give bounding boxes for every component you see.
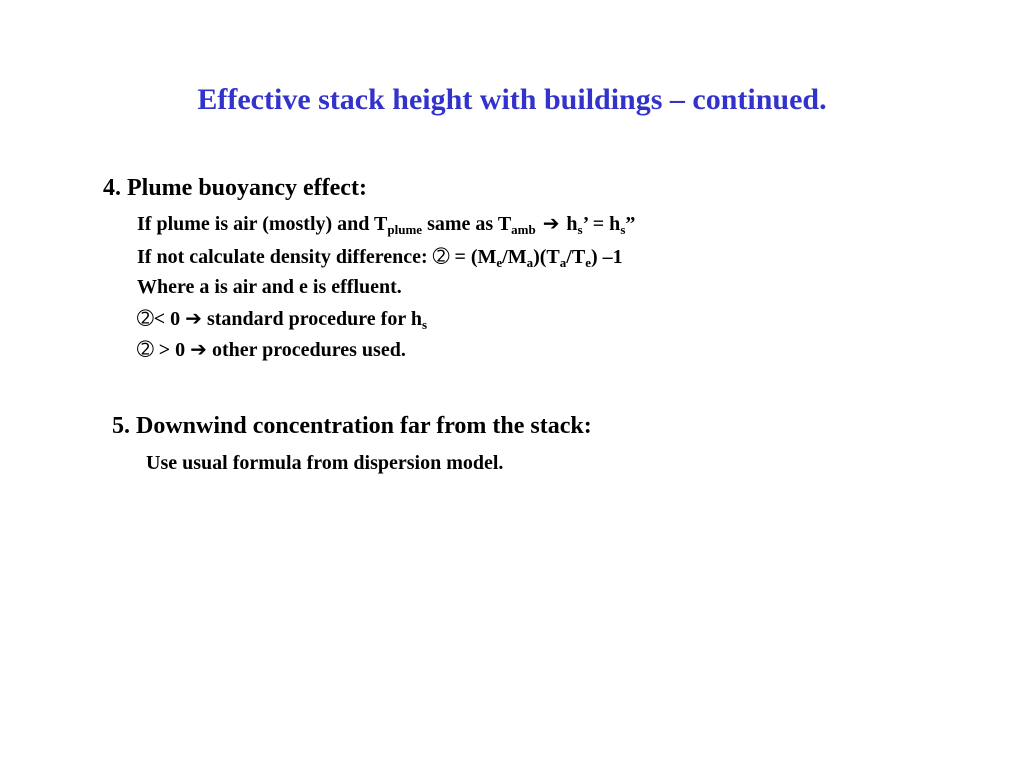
delta-symbol-icon: ➁ bbox=[432, 244, 450, 268]
subscript-e: e bbox=[585, 255, 591, 270]
text-segment: ) –1 bbox=[590, 246, 623, 268]
subscript-amb: amb bbox=[511, 222, 536, 237]
text-segment: If plume is air (mostly) and T bbox=[137, 213, 388, 235]
subscript-s: s bbox=[577, 222, 583, 237]
delta-symbol-icon: ➁ bbox=[137, 306, 154, 330]
text-segment: /T bbox=[566, 246, 586, 268]
section-4-line-4 bbox=[137, 305, 427, 332]
text-segment: same as T bbox=[422, 213, 512, 235]
subscript-e: e bbox=[496, 255, 503, 270]
text-segment: h bbox=[566, 213, 578, 235]
section-4-heading: 4. Plume buoyancy effect: bbox=[103, 175, 367, 201]
section-4-line-5 bbox=[137, 336, 406, 363]
subscript-s: s bbox=[421, 317, 428, 332]
text-segment: )(T bbox=[533, 246, 560, 268]
text-segment: standard procedure for h bbox=[201, 308, 422, 330]
text-segment: > 0 bbox=[153, 339, 191, 361]
text-segment: /M bbox=[502, 246, 527, 268]
delta-symbol-icon: ➁ bbox=[137, 337, 154, 361]
text-segment: ” bbox=[625, 213, 636, 235]
text-segment: other procedures used. bbox=[206, 339, 406, 361]
section-4-line-2 bbox=[137, 243, 623, 270]
section-4-line-1 bbox=[137, 210, 635, 237]
arrow-right-icon: ➔ bbox=[190, 337, 207, 361]
section-4-line-3: Where a is air and e is effluent. bbox=[137, 276, 402, 298]
subscript-s: s bbox=[620, 222, 626, 237]
text-segment: ’ = h bbox=[582, 213, 621, 235]
arrow-right-icon: ➔ bbox=[535, 211, 567, 235]
section-5-heading: 5. Downwind concentration far from the stack: bbox=[112, 413, 592, 439]
subscript-a: a bbox=[559, 255, 567, 270]
slide-title: Effective stack height with buildings – continued. bbox=[197, 83, 827, 116]
arrow-right-icon: ➔ bbox=[185, 306, 202, 330]
text-segment: If not calculate density difference: bbox=[137, 246, 433, 268]
section-5-line-1: Use usual formula from dispersion model. bbox=[146, 452, 504, 474]
subscript-a: a bbox=[526, 255, 534, 270]
subscript-plume: plume bbox=[387, 222, 423, 237]
text-segment: = (M bbox=[449, 246, 497, 268]
text-segment: < 0 bbox=[153, 308, 186, 330]
